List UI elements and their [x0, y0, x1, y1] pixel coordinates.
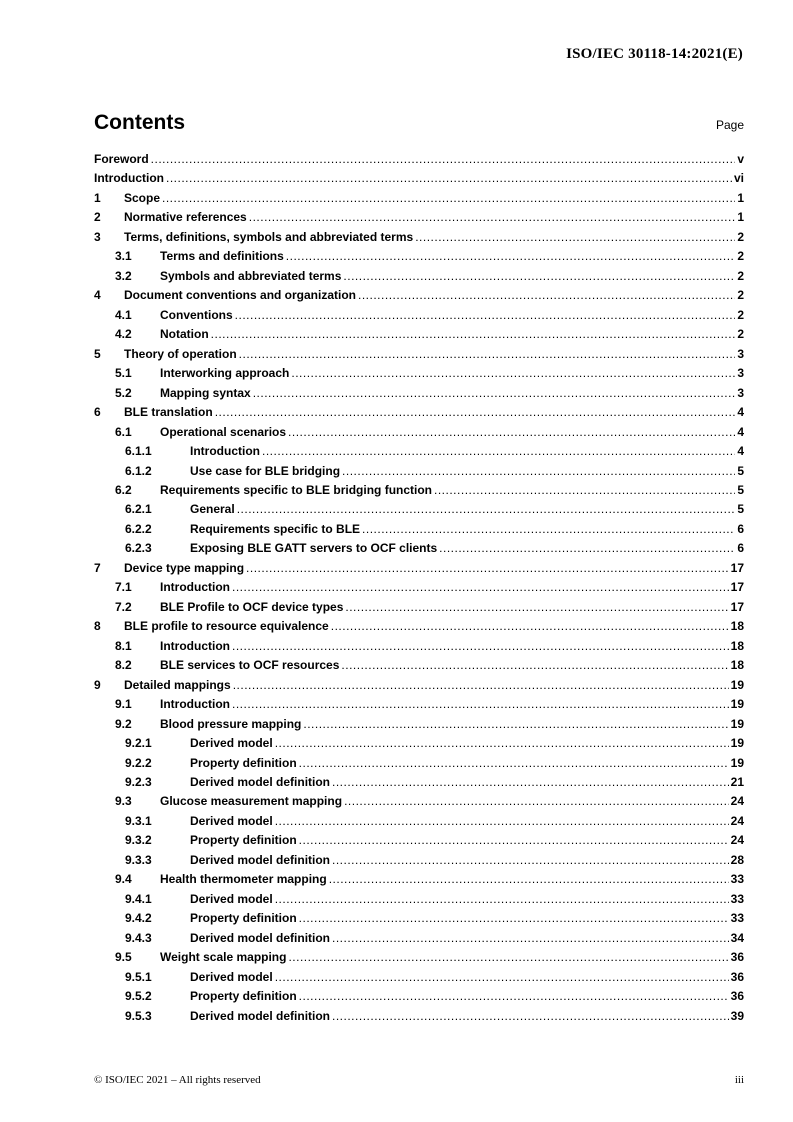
toc-entry-page: 5: [737, 463, 744, 478]
toc-entry-title: Health thermometer mapping: [160, 872, 327, 887]
toc-dot-leader: [253, 384, 736, 403]
toc-dot-leader: [291, 364, 735, 383]
toc-entry-page: 3: [737, 346, 744, 361]
toc-entry-number: 3: [94, 229, 101, 244]
toc-entry[interactable]: [94, 987, 744, 1006]
toc-entry[interactable]: [94, 169, 744, 188]
toc-entry-number: 9.3.3: [125, 852, 152, 867]
toc-entry-page: 36: [730, 950, 744, 965]
toc-entry-page: vi: [733, 171, 744, 186]
toc-entry-number: 9.3: [115, 794, 132, 809]
toc-entry-page: 33: [730, 911, 744, 926]
toc-entry-title: Derived model: [190, 813, 273, 828]
toc-entry[interactable]: [94, 773, 744, 792]
toc-entry[interactable]: [94, 870, 744, 889]
toc-entry-title: Conventions: [160, 307, 233, 322]
table-of-contents: [94, 150, 744, 1026]
toc-entry-number: 9.5: [115, 950, 132, 965]
toc-entry[interactable]: [94, 403, 744, 422]
toc-dot-leader: [332, 773, 729, 792]
toc-entry-page: 24: [730, 794, 744, 809]
toc-entry-title: Introduction: [160, 580, 230, 595]
toc-dot-leader: [232, 695, 729, 714]
toc-entry[interactable]: [94, 345, 744, 364]
toc-entry-title: Introduction: [94, 171, 164, 186]
toc-dot-leader: [288, 948, 728, 967]
toc-entry-title: General: [190, 502, 235, 517]
toc-entry[interactable]: [94, 812, 744, 831]
toc-entry-page: 2: [737, 288, 744, 303]
toc-entry-page: 2: [737, 327, 744, 342]
toc-entry-title: BLE Profile to OCF device types: [160, 599, 344, 614]
toc-entry-page: 1: [737, 210, 744, 225]
toc-entry-number: 9.2.3: [125, 775, 152, 789]
toc-entry-number: 9.4.2: [125, 911, 152, 926]
toc-entry[interactable]: [94, 617, 744, 636]
toc-entry-title: Introduction: [160, 638, 230, 653]
toc-entry-number: 9.2.1: [125, 736, 152, 751]
toc-dot-leader: [434, 481, 735, 500]
toc-entry[interactable]: [94, 890, 744, 909]
toc-dot-leader: [362, 520, 735, 539]
toc-entry-number: 9.4: [115, 872, 132, 887]
toc-entry[interactable]: [94, 462, 744, 481]
document-identifier: ISO/IEC 30118-14:2021(E): [566, 46, 743, 62]
toc-entry-page: 19: [730, 677, 744, 692]
toc-entry-title: Interworking approach: [160, 366, 290, 381]
toc-entry-title: Theory of operation: [124, 346, 237, 361]
toc-entry-title: Weight scale mapping: [160, 950, 287, 965]
toc-entry-page: 33: [730, 891, 744, 906]
toc-entry-page: 21: [730, 775, 744, 789]
toc-entry-page: 4: [737, 424, 744, 439]
toc-entry-page: 17: [730, 580, 744, 595]
toc-entry-title: Symbols and abbreviated terms: [160, 268, 342, 283]
toc-entry[interactable]: [94, 559, 744, 578]
toc-entry[interactable]: [94, 676, 744, 695]
toc-entry-page: 18: [730, 638, 744, 653]
toc-entry-page: 18: [730, 658, 744, 673]
toc-entry-number: 7.1: [115, 580, 132, 595]
toc-entry[interactable]: [94, 539, 744, 558]
toc-entry-number: 6.2.1: [125, 502, 152, 517]
toc-entry-page: 6: [737, 521, 744, 536]
toc-dot-leader: [239, 345, 736, 364]
toc-dot-leader: [235, 306, 736, 325]
toc-dot-leader: [286, 247, 736, 266]
toc-dot-leader: [332, 1007, 729, 1026]
toc-dot-leader: [342, 462, 735, 481]
toc-dot-leader: [358, 286, 735, 305]
toc-entry-number: 9.1: [115, 697, 132, 712]
toc-entry-title: Terms, definitions, symbols and abbreviated terms: [124, 229, 414, 244]
toc-entry-title: Introduction: [190, 444, 260, 459]
toc-dot-leader: [299, 987, 729, 1006]
toc-dot-leader: [275, 812, 729, 831]
toc-dot-leader: [151, 150, 736, 169]
toc-entry-title: Derived model definition: [190, 1008, 331, 1023]
toc-entry-page: 39: [730, 1008, 744, 1023]
toc-entry-title: Document conventions and organization: [124, 288, 357, 303]
toc-entry-number: 6: [94, 405, 101, 420]
toc-entry-page: 33: [730, 872, 744, 887]
toc-entry[interactable]: [94, 851, 744, 870]
toc-entry-title: Requirements specific to BLE bridging function: [160, 482, 433, 497]
toc-entry[interactable]: [94, 578, 744, 597]
copyright-notice: © ISO/IEC 2021 – All rights reserved: [94, 1074, 261, 1086]
toc-entry-number: 8.2: [115, 658, 132, 673]
toc-entry-title: Property definition: [190, 989, 297, 1004]
toc-entry-number: 6.2.2: [125, 521, 152, 536]
toc-entry-page: 1: [737, 190, 744, 205]
toc-entry-page: 36: [730, 969, 744, 984]
toc-dot-leader: [262, 442, 735, 461]
toc-entry[interactable]: [94, 695, 744, 714]
toc-dot-leader: [415, 228, 735, 247]
toc-entry-number: 3.2: [115, 268, 132, 283]
toc-dot-leader: [246, 559, 729, 578]
toc-entry-number: 1: [94, 190, 101, 205]
toc-entry-title: Property definition: [190, 911, 297, 926]
toc-dot-leader: [332, 851, 729, 870]
toc-entry-title: Requirements specific to BLE: [190, 521, 361, 536]
toc-entry-title: Operational scenarios: [160, 424, 287, 439]
toc-entry-number: 9.3.1: [125, 813, 152, 828]
toc-entry-title: Derived model definition: [190, 775, 331, 789]
toc-dot-leader: [232, 637, 729, 656]
toc-entry-number: 6.2: [115, 482, 132, 497]
toc-entry-title: Mapping syntax: [160, 385, 251, 400]
toc-entry-page: 3: [737, 366, 744, 381]
toc-entry-number: 6.2.3: [125, 541, 152, 556]
toc-entry-title: Derived model: [190, 969, 273, 984]
toc-entry-number: 9.2: [115, 716, 132, 731]
toc-entry-page: 2: [737, 229, 744, 244]
toc-entry[interactable]: [94, 247, 744, 266]
toc-dot-leader: [299, 831, 729, 850]
toc-entry-page: 34: [730, 930, 744, 945]
toc-entry-page: 6: [737, 541, 744, 556]
toc-entry-page: 24: [730, 813, 744, 828]
toc-entry-title: Normative references: [124, 210, 247, 225]
toc-entry[interactable]: [94, 423, 744, 442]
toc-entry-title: Terms and definitions: [160, 249, 284, 264]
toc-entry-number: 9.3.2: [125, 833, 152, 848]
toc-entry-number: 6.1.2: [125, 463, 152, 478]
toc-entry-title: Derived model definition: [190, 852, 331, 867]
toc-dot-leader: [288, 423, 735, 442]
toc-entry-title: BLE services to OCF resources: [160, 658, 340, 673]
toc-entry-number: 5.1: [115, 366, 132, 381]
toc-entry-title: Notation: [160, 327, 209, 342]
toc-dot-leader: [233, 676, 729, 695]
toc-entry[interactable]: [94, 325, 744, 344]
toc-dot-leader: [215, 403, 736, 422]
toc-entry[interactable]: [94, 1007, 744, 1026]
toc-entry[interactable]: [94, 948, 744, 967]
toc-entry-number: 4.1: [115, 307, 132, 322]
toc-entry-number: 9.5.2: [125, 989, 152, 1004]
toc-entry[interactable]: [94, 267, 744, 286]
toc-entry-number: 6.1: [115, 424, 132, 439]
toc-entry-number: 9.4.3: [125, 930, 152, 945]
toc-entry[interactable]: [94, 637, 744, 656]
toc-entry[interactable]: [94, 831, 744, 850]
toc-entry[interactable]: [94, 306, 744, 325]
toc-entry[interactable]: [94, 792, 744, 811]
toc-entry-page: 5: [737, 482, 744, 497]
toc-header: [94, 111, 744, 135]
toc-entry[interactable]: [94, 364, 744, 383]
toc-entry-number: 5.2: [115, 385, 132, 400]
toc-entry-page: 28: [730, 852, 744, 867]
toc-entry-title: Use case for BLE bridging: [190, 463, 341, 478]
toc-entry[interactable]: [94, 715, 744, 734]
toc-entry[interactable]: [94, 189, 744, 208]
toc-entry-page: 19: [730, 736, 744, 751]
toc-entry-page: 3: [737, 385, 744, 400]
toc-entry-page: 2: [737, 268, 744, 283]
toc-entry-title: Derived model: [190, 891, 273, 906]
toc-dot-leader: [439, 539, 735, 558]
toc-entry[interactable]: [94, 754, 744, 773]
toc-entry-title: Detailed mappings: [124, 677, 231, 692]
toc-dot-leader: [331, 617, 729, 636]
toc-entry-page: 17: [730, 599, 744, 614]
toc-dot-leader: [275, 890, 729, 909]
toc-entry-page: 36: [730, 989, 744, 1004]
toc-entry-number: 6.1.1: [125, 444, 152, 459]
toc-dot-leader: [162, 189, 735, 208]
toc-entry-number: 4: [94, 288, 101, 303]
toc-entry-number: 8.1: [115, 638, 132, 653]
toc-entry-number: 9.4.1: [125, 891, 152, 906]
toc-dot-leader: [275, 968, 729, 987]
toc-entry-number: 8: [94, 619, 101, 634]
toc-entry[interactable]: [94, 208, 744, 227]
toc-entry-page: 19: [730, 755, 744, 770]
toc-entry-page: 4: [737, 405, 744, 420]
toc-dot-leader: [166, 169, 732, 188]
toc-entry[interactable]: [94, 442, 744, 461]
toc-dot-leader: [344, 792, 729, 811]
toc-entry-page: 24: [730, 833, 744, 848]
toc-page-column-label: Page: [715, 118, 744, 132]
toc-entry-number: 9.2.2: [125, 755, 152, 770]
toc-entry-title: Derived model: [190, 736, 273, 751]
toc-entry-number: 4.2: [115, 327, 132, 342]
toc-entry-number: 9.5.3: [125, 1008, 152, 1023]
toc-dot-leader: [299, 754, 729, 773]
toc-entry-page: 5: [737, 502, 744, 517]
toc-dot-leader: [249, 208, 736, 227]
toc-entry-title: Exposing BLE GATT servers to OCF clients: [190, 541, 438, 556]
toc-entry[interactable]: [94, 929, 744, 948]
toc-entry-page: 2: [737, 307, 744, 322]
toc-entry-number: 9: [94, 677, 101, 692]
toc-entry-title: Scope: [124, 190, 161, 205]
toc-dot-leader: [303, 715, 728, 734]
toc-dot-leader: [232, 578, 729, 597]
page-number: iii: [734, 1074, 744, 1086]
toc-entry[interactable]: [94, 909, 744, 928]
toc-entry-page: 4: [737, 444, 744, 459]
toc-entry-page: 18: [730, 619, 744, 634]
toc-entry[interactable]: [94, 968, 744, 987]
page-footer: [94, 1074, 744, 1086]
toc-entry-number: 2: [94, 210, 101, 225]
toc-entry-number: 7: [94, 560, 101, 575]
toc-entry-title: BLE profile to resource equivalence: [124, 619, 329, 634]
toc-entry-title: Blood pressure mapping: [160, 716, 302, 731]
toc-dot-leader: [299, 909, 729, 928]
toc-entry[interactable]: [94, 286, 744, 305]
toc-entry-page: v: [737, 152, 744, 166]
toc-entry-title: BLE translation: [124, 405, 213, 420]
toc-dot-leader: [332, 929, 729, 948]
toc-entry-title: Introduction: [160, 697, 230, 712]
toc-dot-leader: [211, 325, 736, 344]
toc-entry[interactable]: [94, 500, 744, 519]
toc-dot-leader: [345, 598, 728, 617]
toc-entry-title: Property definition: [190, 755, 297, 770]
toc-entry-page: 19: [730, 697, 744, 712]
toc-entry[interactable]: [94, 656, 744, 675]
toc-entry[interactable]: [94, 481, 744, 500]
toc-entry-title: Glucose measurement mapping: [160, 794, 343, 809]
toc-dot-leader: [237, 500, 736, 519]
toc-entry-number: 7.2: [115, 599, 132, 614]
toc-title: Contents: [94, 111, 185, 134]
toc-entry-number: 9.5.1: [125, 969, 152, 984]
toc-entry-title: Foreword: [94, 152, 149, 166]
toc-entry-title: Device type mapping: [124, 560, 245, 575]
toc-entry[interactable]: [94, 228, 744, 247]
toc-entry-title: Property definition: [190, 833, 297, 848]
toc-entry[interactable]: [94, 150, 744, 169]
toc-entry-page: 2: [737, 249, 744, 264]
toc-entry-number: 3.1: [115, 249, 132, 264]
toc-entry[interactable]: [94, 384, 744, 403]
toc-dot-leader: [343, 267, 735, 286]
toc-dot-leader: [275, 734, 729, 753]
toc-dot-leader: [341, 656, 728, 675]
toc-entry[interactable]: [94, 734, 744, 753]
toc-entry[interactable]: [94, 598, 744, 617]
toc-entry-number: 5: [94, 346, 101, 361]
toc-entry[interactable]: [94, 520, 744, 539]
toc-entry-page: 19: [730, 716, 744, 731]
toc-entry-page: 17: [730, 560, 744, 575]
toc-entry-title: Derived model definition: [190, 930, 331, 945]
toc-dot-leader: [329, 870, 729, 889]
